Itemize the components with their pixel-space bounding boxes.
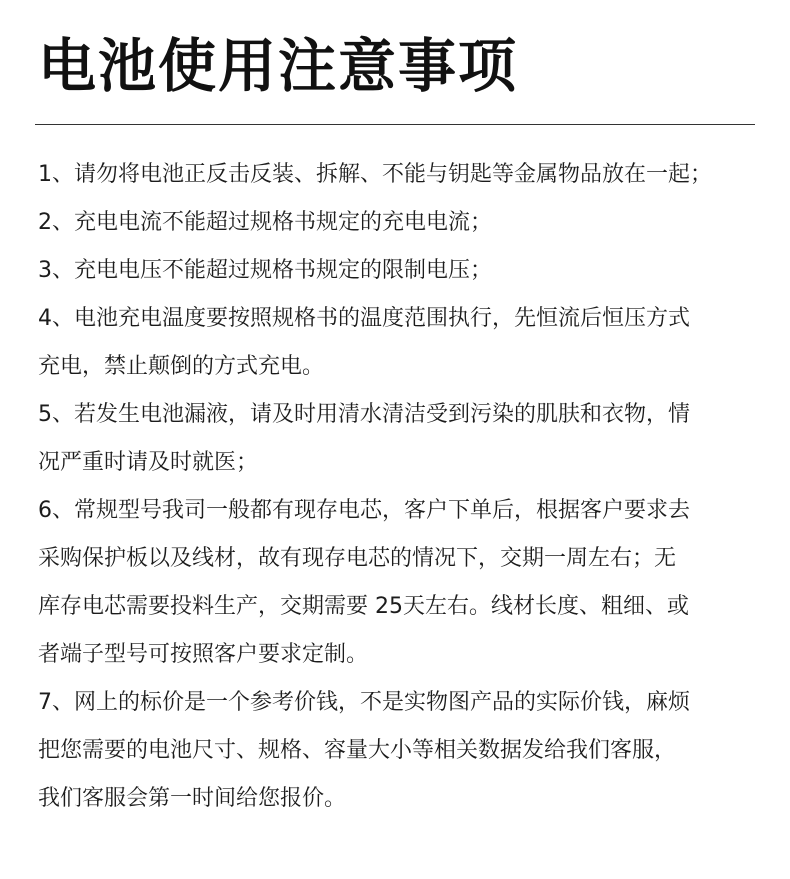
note-item-7	[38, 679, 768, 823]
note-line: 7、网上的标价是一个参考价钱，不是实物图产品的实际价钱，麻烦	[38, 690, 690, 715]
note-line: 6、常规型号我司一般都有现存电芯，客户下单后，根据客户要求去	[38, 498, 690, 523]
note-line: 4、电池充电温度要按照规格书的温度范围执行，先恒流后恒压方式	[38, 306, 690, 331]
note-line: 1、请勿将电池正反击反装、拆解、不能与钥匙等金属物品放在一起；	[38, 162, 712, 187]
note-item-2	[38, 199, 768, 247]
note-line: 充电，禁止颠倒的方式充电。	[38, 354, 325, 379]
page-title: 电池使用注意事项	[38, 32, 519, 100]
title-divider	[35, 124, 755, 125]
note-line: 3、充电电压不能超过规格书规定的限制电压；	[38, 258, 492, 283]
note-item-4	[38, 295, 768, 391]
note-line: 我们客服会第一时间给您报价。	[38, 786, 347, 811]
note-item-1	[38, 151, 768, 199]
note-line: 把您需要的电池尺寸、规格、容量大小等相关数据发给我们客服，	[38, 738, 677, 763]
note-line: 采购保护板以及线材，故有现存电芯的情况下，交期一周左右；无	[38, 546, 677, 571]
note-line: 况严重时请及时就医；	[38, 450, 259, 475]
note-line: 者端子型号可按照客户要求定制。	[38, 642, 369, 667]
note-item-5	[38, 391, 768, 487]
notes-list	[38, 151, 768, 823]
note-line: 库存电芯需要投料生产，交期需要 25天左右。线材长度、粗细、或	[38, 594, 689, 619]
note-item-3	[38, 247, 768, 295]
note-line: 2、充电电流不能超过规格书规定的充电电流；	[38, 210, 492, 235]
note-line: 5、若发生电池漏液，请及时用清水清洁受到污染的肌肤和衣物，情	[38, 402, 690, 427]
note-item-6	[38, 487, 768, 679]
